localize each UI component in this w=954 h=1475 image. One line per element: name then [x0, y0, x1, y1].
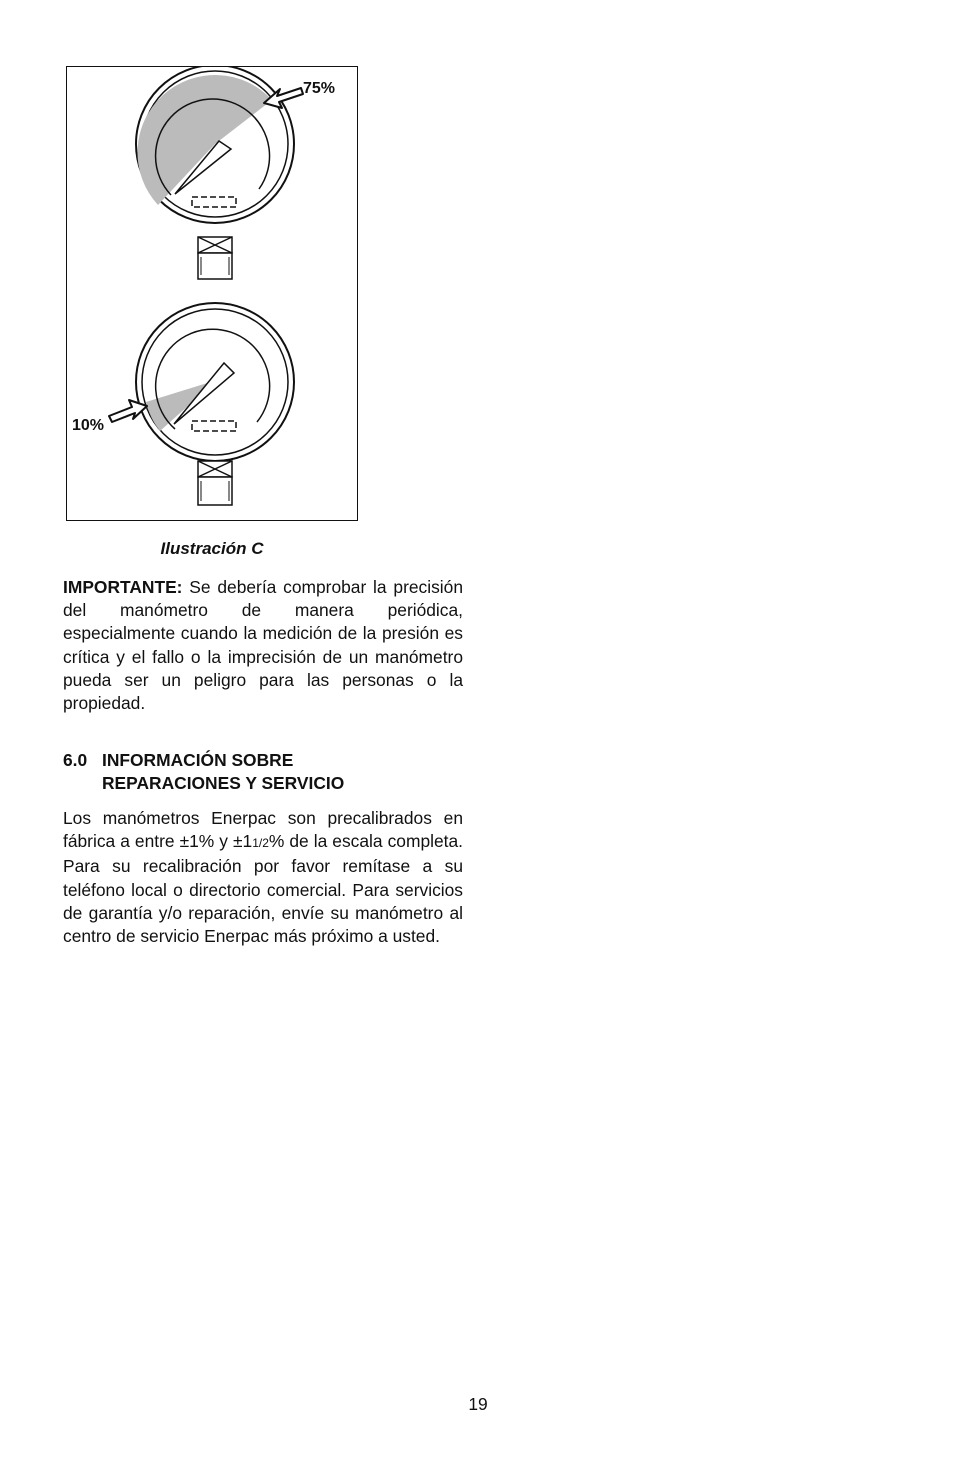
service-text-part2: % de la escala completa. Para su recalibración por favor remítase a su teléfono local o directorio comercial. Para servicios de garantía y/o reparación, envíe su manómetro al centro de servicio Enerpac más próximo a usted. [63, 831, 463, 947]
section-number: 6.0 [63, 750, 88, 770]
figure-caption: Ilustración C [160, 539, 264, 558]
gauge-illustration [66, 66, 358, 521]
page-number: 19 [468, 1394, 488, 1414]
bottom-gauge [109, 303, 294, 505]
bottom-gauge-arrow-icon [109, 400, 147, 422]
important-paragraph [63, 576, 463, 715]
gauge-drawing [67, 67, 359, 522]
section-heading [63, 749, 463, 795]
service-paragraph [63, 807, 463, 948]
section-title-line2: REPARACIONES Y SERVICIO [102, 773, 345, 794]
service-text-part1: Los manómetros Enerpac son precalibrados en fábrica a entre ±1% y ±1 [63, 808, 463, 852]
service-fraction: 1/2 [252, 836, 269, 851]
important-lead: IMPORTANTE: [63, 577, 183, 597]
section-title-line1: INFORMACIÓN SOBRE [102, 750, 294, 770]
bottom-gauge-label: 10% [72, 417, 105, 434]
top-gauge-label: 75% [303, 80, 336, 97]
important-text: Se debería comprobar la precisión del manómetro de manera periódica, especialmente cuando la medición de la presión es crítica y el fallo o la imprecisión de un manómetro pueda ser un peligro para las personas o la propiedad. [63, 577, 463, 714]
top-gauge [136, 67, 303, 279]
